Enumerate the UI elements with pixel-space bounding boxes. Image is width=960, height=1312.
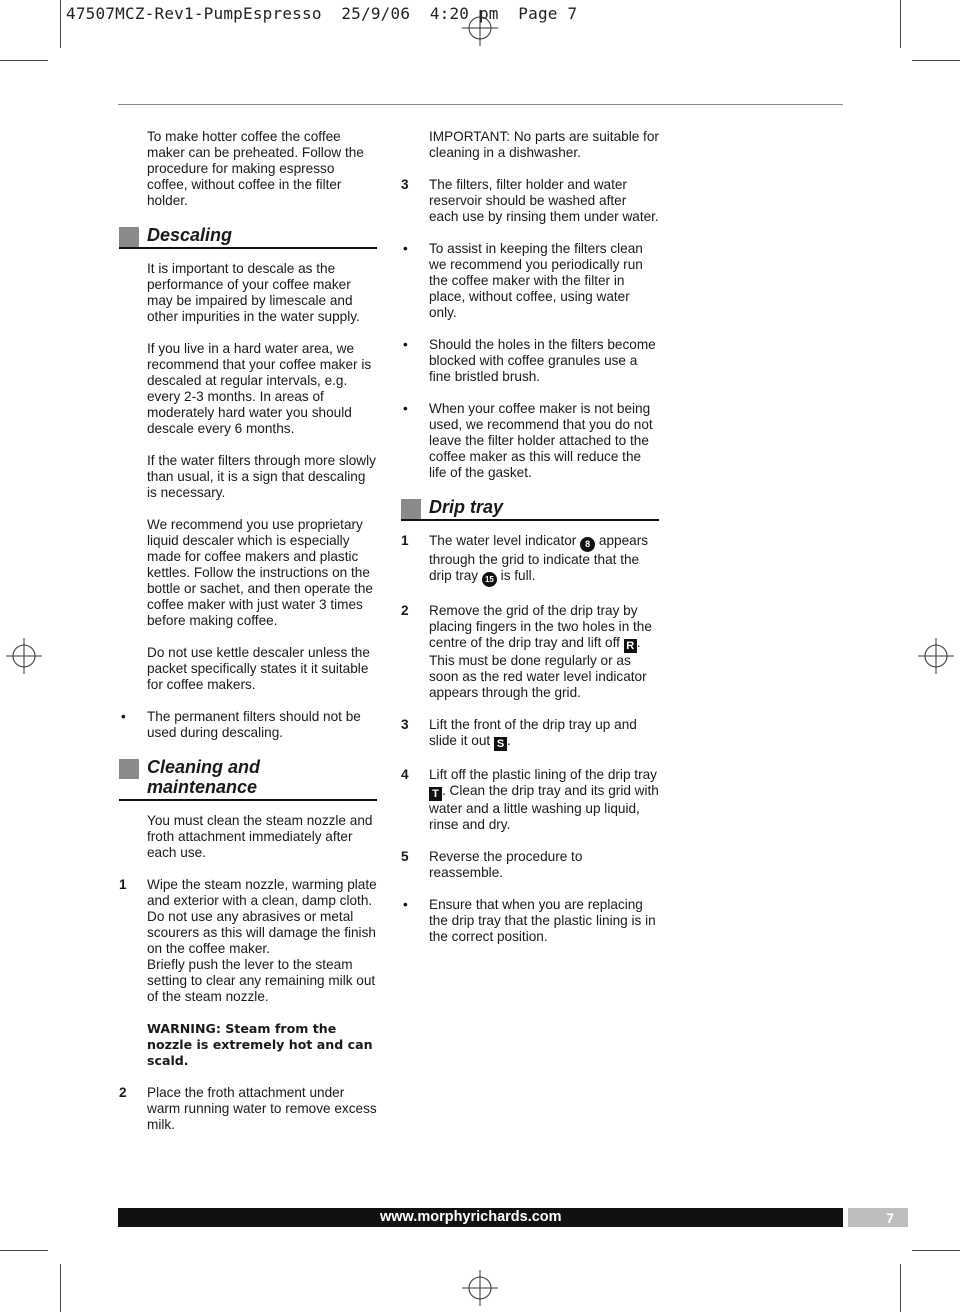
list-item-text: Lift off the plastic lining of the drip tray (429, 767, 657, 782)
list-item-text: When your coffee maker is not being used, we recommend that you do not leave the filter holder attached to the coffee maker as this will reduce the life of the gasket. (429, 401, 653, 480)
list-item-text: . Clean the drip tray and its grid with water and a little washing up liquid, rinse and dry. (429, 783, 659, 832)
registration-mark-icon (918, 638, 954, 674)
list-item-text: appears through the grid to indicate that the drip tray (429, 533, 649, 583)
ref-15-icon: 15 (482, 572, 497, 587)
list-item-text: . (507, 733, 511, 748)
list-item (401, 767, 659, 833)
right-column (401, 129, 659, 961)
step-number: 1 (119, 877, 127, 892)
step-number: 2 (119, 1085, 127, 1100)
descaling-paragraph: If you live in a hard water area, we recommend that your coffee maker is descaled at regular intervals, e.g. every 2-3 months. In areas of moderately hard water you should descale every 6 months. (147, 341, 372, 436)
list-item-text: . This must be done regularly or as soon as the red water level indicator appears through the grid. (429, 635, 647, 700)
list-item-text: Remove the grid of the drip tray by placing fingers in the two holes in the centre of the drip tray and lift off (429, 603, 652, 650)
heading-marker (119, 227, 139, 247)
step-number: 2 (401, 603, 409, 618)
page-number-box (848, 1208, 908, 1227)
print-slug: 47507MCZ-Rev1-PumpEspresso 25/9/06 4:20 pm Page 7 (66, 4, 578, 23)
heading-marker (119, 759, 139, 779)
list-item (119, 709, 377, 741)
registration-mark-icon (462, 10, 498, 46)
cleaning-paragraph: You must clean the steam nozzle and froth attachment immediately after each use. (147, 813, 373, 860)
list-item-text: Lift the front of the drip tray up and slide it out (429, 717, 637, 748)
cleaning-title: Cleaning and maintenance (147, 757, 261, 797)
footer-bar (118, 1208, 843, 1227)
list-item-text: The filters, filter holder and water reservoir should be washed after each use by rinsing them under water. (429, 177, 659, 224)
heading-marker (401, 499, 421, 519)
ref-s-icon: S (494, 737, 507, 751)
preheat-paragraph: To make hotter coffee the coffee maker can be preheated. Follow the procedure for making espresso coffee, without coffee in the filter holder. (147, 129, 364, 208)
list-item (401, 177, 659, 225)
left-column (119, 129, 377, 1149)
list-item (401, 897, 659, 945)
drip-tray-heading (401, 497, 659, 521)
crop-mark (0, 1250, 48, 1251)
list-item (119, 877, 377, 1005)
crop-mark (912, 60, 960, 61)
ref-t-icon: T (429, 787, 442, 801)
step-number: 5 (401, 849, 409, 864)
list-item (401, 849, 659, 881)
descaling-title: Descaling (147, 225, 233, 245)
bullet-icon: • (403, 897, 408, 912)
crop-mark (0, 60, 48, 61)
step-number: 1 (401, 533, 409, 548)
descaling-paragraph: Do not use kettle descaler unless the packet specifically states it it suitable for coffee makers. (147, 645, 370, 692)
list-item (119, 1085, 377, 1133)
descaling-paragraph: It is important to descale as the performance of your coffee maker may be impaired by limescale and other impurities in the water supply. (147, 261, 360, 324)
list-item (401, 717, 659, 751)
list-item-text: Reverse the procedure to reassemble. (429, 849, 583, 880)
page-number: 7 (886, 1210, 894, 1226)
important-paragraph: IMPORTANT: No parts are suitable for cleaning in a dishwasher. (429, 129, 659, 160)
list-item-text: Wipe the steam nozzle, warming plate and exterior with a clean, damp cloth. Do not use any abrasives or metal scourers as this will damage the finish on the coffee maker. (147, 877, 377, 956)
ref-8-icon: 8 (580, 537, 595, 552)
bullet-icon: • (403, 401, 408, 416)
list-item (401, 603, 659, 701)
list-item-text: Ensure that when you are replacing the drip tray that the plastic lining is in the correct position. (429, 897, 656, 944)
list-item-text: Place the froth attachment under warm running water to remove excess milk. (147, 1085, 377, 1132)
step-number: 3 (401, 717, 409, 732)
warning-text: WARNING: Steam from the nozzle is extremely hot and can scald. (147, 1021, 373, 1068)
registration-mark-icon (462, 1270, 498, 1306)
website-link[interactable]: www.morphyrichards.com (380, 1209, 562, 1225)
bullet-icon: • (121, 709, 126, 724)
crop-mark (900, 1264, 901, 1312)
bullet-icon: • (403, 337, 408, 352)
list-item (401, 533, 659, 587)
crop-mark (912, 1250, 960, 1251)
descaling-heading (119, 225, 377, 249)
header-rule (118, 104, 843, 105)
list-item (401, 401, 659, 481)
list-item-text: The water level indicator (429, 533, 577, 548)
bullet-icon: • (403, 241, 408, 256)
list-item-text: Should the holes in the filters become blocked with coffee granules use a fine bristled brush. (429, 337, 656, 384)
list-item-text: To assist in keeping the filters clean we recommend you periodically run the coffee maker with the filter in place, without coffee, using water only. (429, 241, 643, 320)
list-item-text: The permanent filters should not be used during descaling. (147, 709, 361, 740)
list-item-text: Briefly push the lever to the steam setting to clear any remaining milk out of the steam nozzle. (147, 957, 376, 1004)
cleaning-heading (119, 757, 377, 801)
ref-r-icon: R (624, 639, 637, 653)
descaling-paragraph: If the water filters through more slowly than usual, it is a sign that descaling is necessary. (147, 453, 376, 500)
list-item (401, 337, 659, 385)
step-number: 3 (401, 177, 409, 192)
descaling-paragraph: We recommend you use proprietary liquid descaler which is especially made for coffee makers and plastic kettles. Follow the instructions on the bottle or sachet, and then operate the coffee maker with just water 3 times before making coffee. (147, 517, 373, 628)
drip-tray-title: Drip tray (429, 497, 504, 517)
list-item-text: is full. (500, 568, 536, 583)
crop-mark (60, 0, 61, 48)
registration-mark-icon (6, 638, 42, 674)
list-item (401, 241, 659, 321)
crop-mark (60, 1264, 61, 1312)
crop-mark (900, 0, 901, 48)
step-number: 4 (401, 767, 409, 782)
